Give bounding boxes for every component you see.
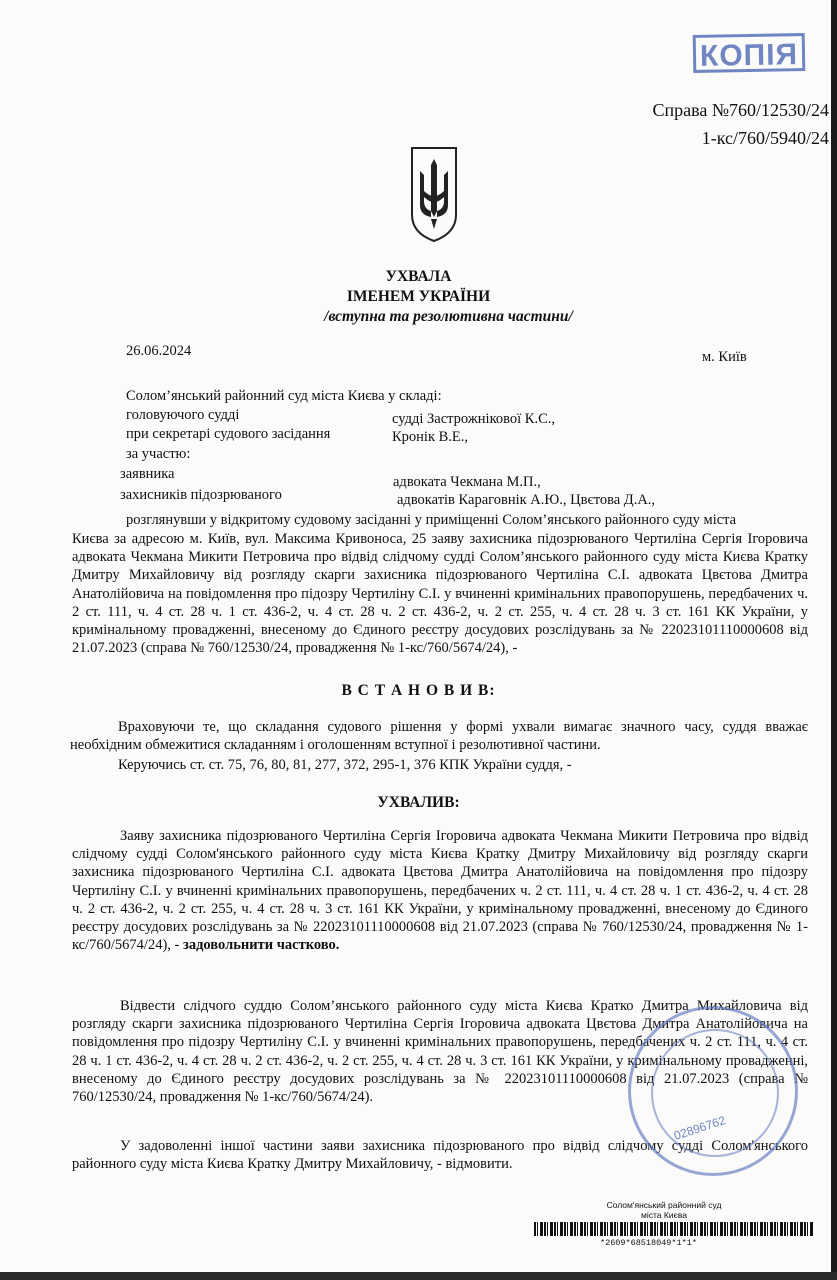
scan-edge-bottom: [0, 1272, 837, 1280]
ruling-paragraph-3: У задоволенні іншої частини заяви захисника підозрюваного про відвід слідчому судді Солом'янського районного суду міста Києва Кратку Дмитру Михайловичу, - відмовити.: [72, 1138, 808, 1173]
intro-first-line: розглянувши у відкритому судовому засіданні у приміщенні Солом’янського районного суду міста: [126, 512, 737, 528]
composition-person: Кронік В.Е.,: [392, 429, 469, 445]
copy-stamp: КОПІЯ: [693, 33, 806, 73]
case-number: Справа №760/12530/24: [652, 100, 829, 120]
composition-person: адвоката Чекмана М.П.,: [393, 474, 541, 490]
document-date: 26.06.2024: [126, 343, 192, 359]
intro-paragraph: Києва за адресою м. Київ, вул. Максима Кривоноса, 25 заяву захисника підозрюваного Чертиліна Сергія Ігоровича адвоката Чекмана Микити Петровича про відвід слідчому судді Солом’янського районного суду міста Києва Кратку Дмитру Михайловичу від розгляду скарги захисника підозрюваного Чертиліна С.І. адвоката Цвєтова Дмитра Анатолійовича на повідомлення про підозру Чертиліну С.І. у вчиненні кримінальних правопорушень, передбачених ч. 2 ст. 111, ч. 4 ст. 28 ч. 1 ст. 436-2, ч. 4 ст. 28 ч. 2 ст. 436-2, ч. 2 ст. 255, ч. 4 ст. 28 ч. 3 ст. 161 КК України, у кримінальному провадженні, внесеному до Єдиного реєстру досудових розслідувань за № 22023101110000608 від 21.07.2023 (справа № 760/12530/24, провадження № 1-кс/760/5674/24), -: [72, 531, 808, 657]
signature-city: міста Києва: [640, 1210, 688, 1220]
composition-role: заявника: [120, 466, 175, 482]
document-city: м. Київ: [702, 349, 747, 365]
barcode-number: *2609*68518049*1*1*: [600, 1238, 697, 1248]
established-heading: В С Т А Н О В И В:: [341, 682, 496, 699]
document-subtitle-parts: /вступна та резолютивна частини/: [324, 308, 573, 325]
composition-person: адвокатів Караговнік А.Ю., Цвєтова Д.А.,: [397, 492, 656, 508]
guided-paragraph: Керуючись ст. ст. 75, 76, 80, 81, 277, 372, 295-1, 376 КПК України суддя, -: [118, 757, 572, 773]
scan-edge-right: [831, 0, 837, 1280]
court-composition-line: Солом’янський районний суд міста Києва у складі:: [126, 388, 442, 404]
tryzub-coat-of-arms-icon: [409, 145, 459, 243]
established-paragraph: Враховуючи те, що складання судового рішення у формі ухвали вимагає значного часу, суддя вважає необхідним обмежитися складанням і оголошенням вступної і резолютивної частини.: [70, 719, 808, 754]
signature-block: [560, 1200, 768, 1220]
composition-role: за участю:: [126, 446, 191, 462]
ruling-1-text: Заяву захисника підозрюваного Чертиліна Сергія Ігоровича адвоката Чекмана Микити Петровича про відвід слідчому судді Солом'янського районного суду міста Києва Кратку Дмитру Михайловичу від розгляду скарги захисника підозрюваного Чертиліна С.І. адвоката Цвєтова Дмитра Анатолійовича на повідомлення про підозру Чертиліну С.І. у вчиненні кримінальних правопорушень, передбачених ч. 2 ст. 111, ч. 4 ст. 28 ч. 1 ст. 436-2, ч. 4 ст. 28 ч. 2 ст. 436-2, ч. 2 ст. 255, ч. 4 ст. 28 ч. 3 ст. 161 КК України, у кримінальному провадженні, внесеному до Єдиного реєстру досудових розслідувань за № 22023101110000608 від 21.07.2023 (справа № 760/12530/24, провадження № 1-кс/760/5674/24), -: [72, 828, 808, 954]
signature-court: Солом'янський районний суд: [606, 1200, 722, 1210]
proceeding-number: 1-кс/760/5940/24: [701, 128, 829, 148]
seal-number: 02896762: [672, 1113, 728, 1143]
document-subtitle: ІМЕНЕМ УКРАЇНИ: [346, 288, 491, 305]
ruling-1-decision: задовольнити частково.: [183, 937, 340, 954]
composition-role: головуючого судді: [126, 407, 240, 423]
composition-person: судді Застрожнікової К.С.,: [392, 411, 556, 427]
court-seal: [628, 1006, 798, 1176]
court-seal-inner-ring: [651, 1029, 779, 1157]
composition-role: захисників підозрюваного: [120, 487, 282, 503]
composition-role: при секретарі судового засідання: [126, 426, 331, 442]
ruled-heading: УХВАЛИВ:: [377, 794, 460, 811]
barcode: [534, 1222, 814, 1236]
ruling-paragraph-1: [72, 827, 808, 954]
document-title: УХВАЛА: [385, 268, 452, 285]
ruling-paragraph-2: Відвести слідчого суддю Солом’янського районного суду міста Києва Кратко Дмитра Михайловича від розгляду скарги захисника підозрюваного Чертиліна Сергія Ігоровича адвоката Цвєтова Дмитра Анатолійовича на повідомлення про підозру Чертиліну С.І. у вчиненні кримінальних правопорушень, передбачених ч. 2 ст. 111, ч. 4 ст. 28 ч. 1 ст. 436-2, ч. 4 ст. 28 ч. 2 ст. 436-2, ч. 2 ст. 255, ч. 4 ст. 28 ч. 3 ст. 161 КК України, у кримінальному провадженні, внесеному до Єдиного реєстру досудових розслідувань за № 22023101110000608 від 21.07.2023 (справа № 760/12530/24, провадження № 1-кс/760/5674/24).: [72, 998, 808, 1106]
